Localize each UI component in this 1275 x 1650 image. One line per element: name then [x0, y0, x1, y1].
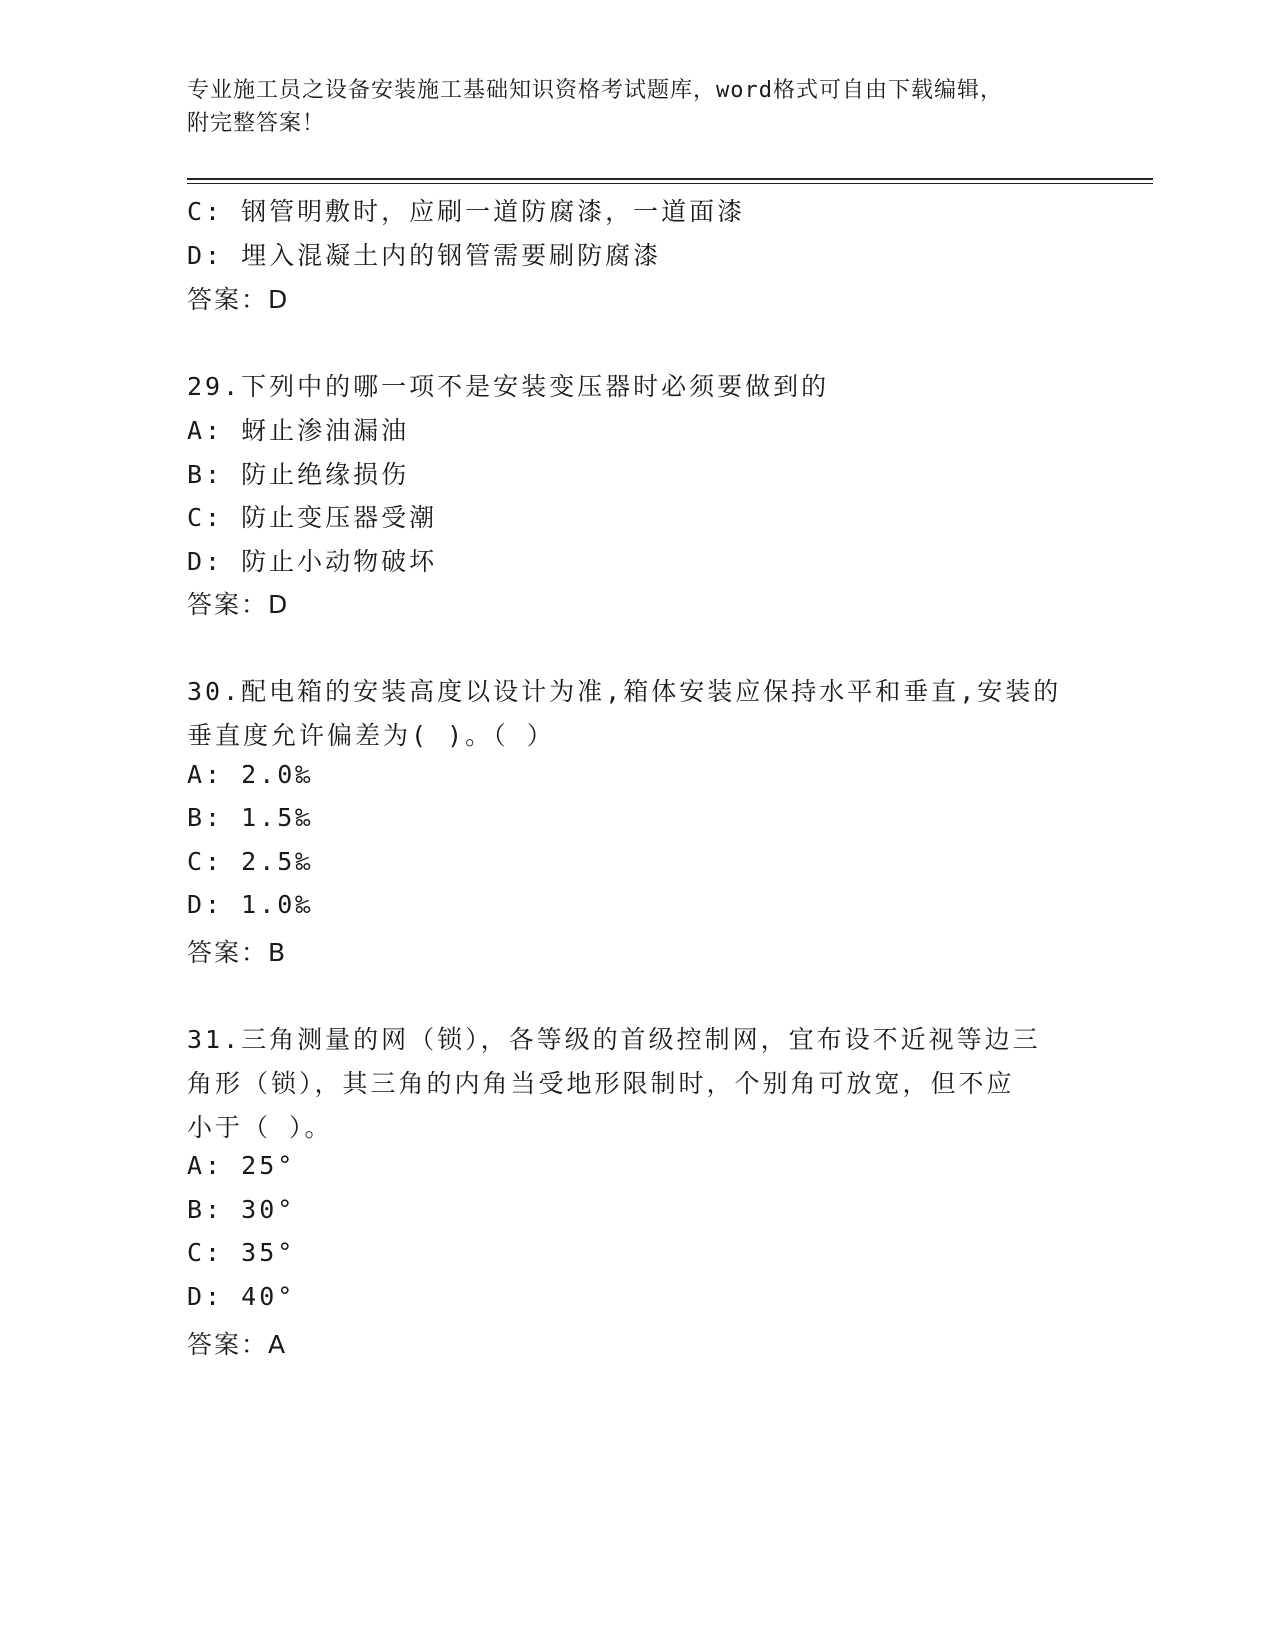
q28-option-d: D: 埋入混凝土内的钢管需要刷防腐漆: [187, 241, 662, 270]
q28-answer: 答案：D: [187, 285, 290, 314]
q31-stem-line-3: 小于（ ）。: [187, 1113, 333, 1142]
q28-option-c: C: 钢管明敷时，应刷一道防腐漆，一道面漆: [187, 197, 746, 226]
q29-answer: 答案：D: [187, 590, 290, 619]
header-line-1: 专业施工员之设备安装施工基础知识资格考试题库，word格式可自由下载编辑，: [187, 78, 1003, 103]
q30-answer: 答案：B: [187, 938, 288, 967]
q30-option-a: A: 2.0‰: [187, 760, 314, 789]
header-divider-thick: [187, 178, 1153, 180]
q30-option-d: D: 1.0‰: [187, 890, 314, 919]
q31-stem-line-2: 角形（锁），其三角的内角当受地形限制时，个别角可放宽，但不应: [187, 1069, 1015, 1098]
q30-stem-line-1: 30.配电箱的安装高度以设计为准,箱体安装应保持水平和垂直,安装的: [187, 677, 1062, 706]
q31-option-b: B: 30°: [187, 1195, 296, 1224]
q31-option-c: C: 35°: [187, 1238, 296, 1267]
q29-option-d: D: 防止小动物破坏: [187, 547, 438, 576]
q31-stem-line-1: 31.三角测量的网（锁），各等级的首级控制网，宜布设不近视等边三: [187, 1025, 1041, 1054]
header-line-2: 附完整答案！: [187, 111, 326, 136]
q30-stem-line-2: 垂直度允许偏差为( )。（ ）: [187, 721, 555, 750]
q29-option-c: C: 防止变压器受潮: [187, 503, 438, 532]
document-header: [187, 74, 1087, 140]
q31-option-a: A: 25°: [187, 1151, 296, 1180]
q30-option-c: C: 2.5‰: [187, 847, 314, 876]
q31-option-d: D: 40°: [187, 1282, 296, 1311]
q29-option-b: B: 防止绝缘损伤: [187, 460, 410, 489]
q29-option-a: A: 蚜止渗油漏油: [187, 416, 410, 445]
q30-option-b: B: 1.5‰: [187, 803, 314, 832]
q29-stem: 29.下列中的哪一项不是安装变压器时必须要做到的: [187, 372, 830, 401]
header-divider-thin: [187, 183, 1153, 184]
q31-answer: 答案：A: [187, 1330, 288, 1359]
